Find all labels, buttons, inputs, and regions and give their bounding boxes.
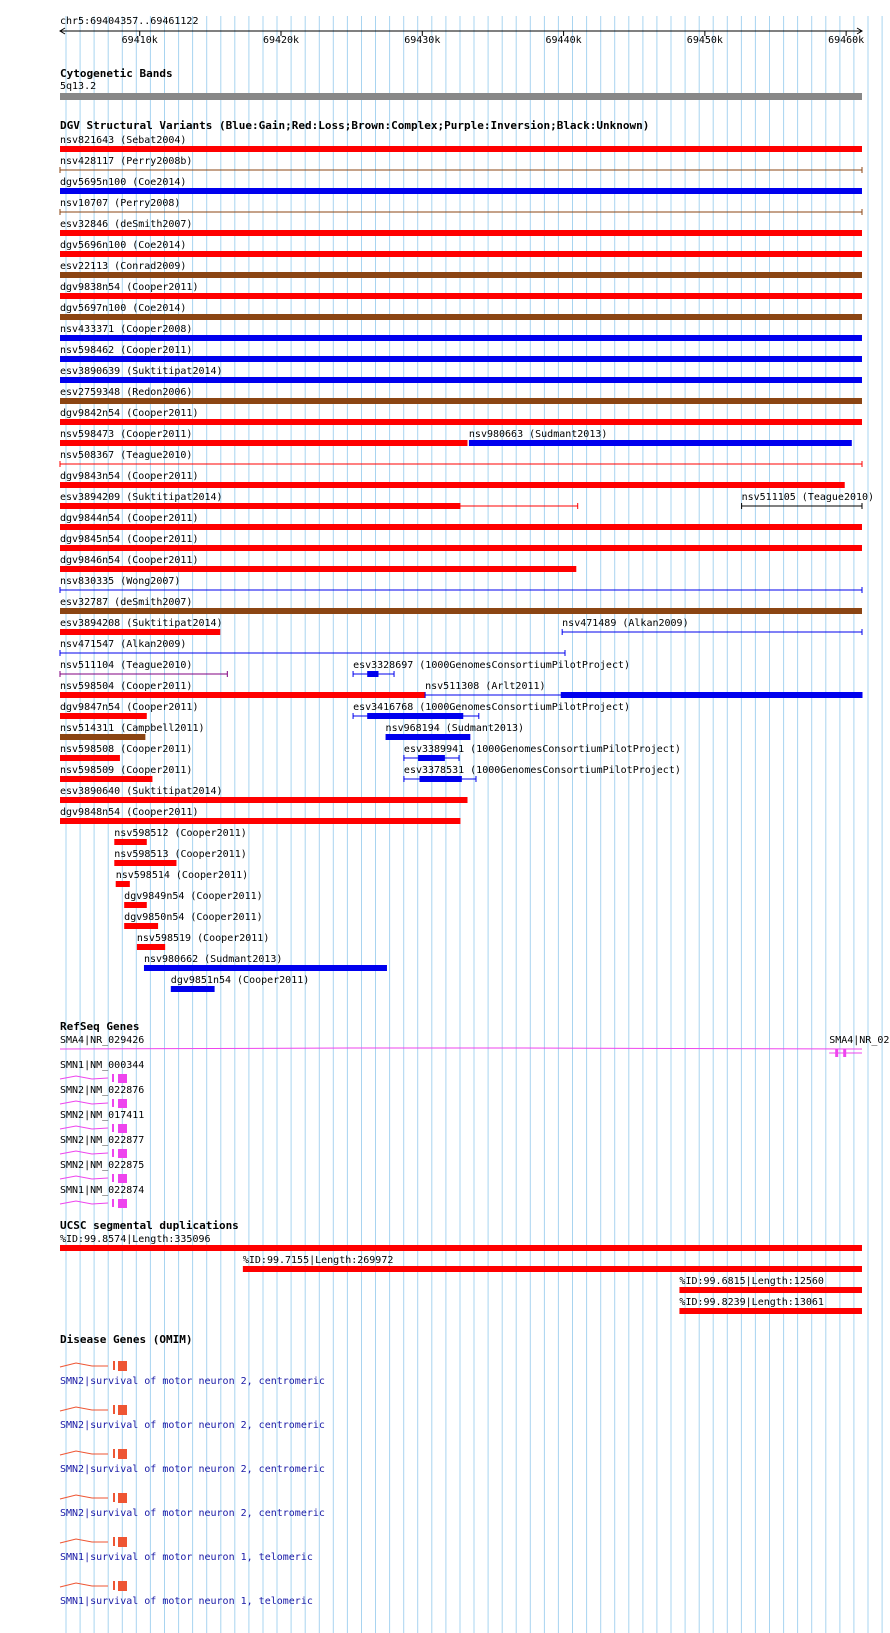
sv-label: nsv508367 (Teague2010) [60, 450, 193, 461]
sv-label: esv3894209 (Suktitipat2014) [60, 492, 223, 503]
sv-feature-block[interactable] [561, 692, 862, 698]
sv-feature-bar[interactable] [60, 272, 862, 278]
sv-label: esv3416768 (1000GenomesConsortiumPilotProject) [353, 702, 631, 713]
sv-feature-bar[interactable] [137, 944, 165, 950]
omim-gene-exon[interactable] [113, 1405, 115, 1414]
sv-label: nsv968194 (Sudmant2013) [385, 723, 525, 734]
omim-gene-intron [60, 1451, 108, 1455]
sv-feature-bar[interactable] [60, 146, 862, 152]
sv-feature-bar[interactable] [60, 545, 862, 551]
omim-gene-exon[interactable] [113, 1537, 115, 1546]
sv-feature-bar[interactable] [60, 377, 862, 383]
track-title-dgv: DGV Structural Variants (Blue:Gain;Red:Loss;Brown:Complex;Purple:Inversion;Black:Unknown) [60, 119, 650, 132]
sv-feature-bar[interactable] [60, 776, 152, 782]
ruler-tick-label: 69420k [262, 35, 300, 46]
sv-feature-bar[interactable] [60, 398, 862, 404]
gene-label: SMA4|NR_029426 [60, 1035, 145, 1046]
sv-label: dgv5695n100 (Coe2014) [60, 177, 187, 188]
sv-label: nsv830335 (Wong2007) [60, 576, 181, 587]
omim-gene-label: SMN2|survival of motor neuron 2, centromeric [60, 1376, 325, 1387]
sv-label: dgv9842n54 (Cooper2011) [60, 408, 199, 419]
omim-gene-intron [60, 1495, 108, 1499]
sv-label: nsv511308 (Arlt2011) [425, 681, 546, 692]
sv-label: dgv5696n100 (Coe2014) [60, 240, 187, 251]
sv-label: nsv598519 (Cooper2011) [136, 933, 270, 944]
sv-label: esv32846 (deSmith2007) [60, 219, 193, 230]
sv-label: dgv5697n100 (Coe2014) [60, 303, 187, 314]
gene-exon[interactable] [118, 1124, 127, 1133]
sv-feature-bar[interactable] [60, 734, 145, 740]
sv-label: nsv10707 (Perry2008) [60, 198, 181, 209]
sv-label: esv2759348 (Redon2006) [60, 387, 193, 398]
sv-label: esv3389941 (1000GenomesConsortiumPilotProject) [403, 744, 681, 755]
sv-label: dgv9850n54 (Cooper2011) [124, 912, 263, 923]
sv-feature-bar[interactable] [124, 923, 158, 929]
sv-feature-bar[interactable] [60, 503, 460, 509]
sv-label: nsv980662 (Sudmant2013) [143, 954, 283, 965]
gene-label: SMA4|NR_02 [829, 1035, 890, 1046]
sv-feature-bar[interactable] [60, 818, 460, 824]
gene-intron-line [60, 1151, 108, 1154]
sv-label: nsv598508 (Cooper2011) [60, 744, 193, 755]
sv-label: dgv9846n54 (Cooper2011) [60, 555, 199, 566]
gene-exon[interactable] [112, 1174, 114, 1182]
sv-label: nsv514311 (Campbell2011) [60, 723, 205, 734]
sv-feature-bar[interactable] [171, 986, 215, 992]
gene-label: SMN1|NM_022874 [60, 1185, 145, 1196]
gene-exon[interactable] [118, 1174, 127, 1183]
sv-feature-bar[interactable] [60, 188, 862, 194]
ruler-tick-label: 69460k [828, 35, 865, 46]
gene-exon[interactable] [835, 1049, 838, 1057]
ruler-tick-label: 69440k [545, 35, 582, 46]
gene-exon[interactable] [843, 1049, 846, 1057]
omim-gene-label: SMN2|survival of motor neuron 2, centromeric [60, 1420, 325, 1431]
gene-exon[interactable] [118, 1149, 127, 1158]
segdup-label: %ID:99.7155|Length:269972 [242, 1255, 394, 1266]
sv-feature-bar[interactable] [60, 482, 845, 488]
sv-label: nsv511104 (Teague2010) [60, 660, 193, 671]
gene-label: SMN2|NM_022876 [60, 1085, 145, 1096]
sv-feature-bar[interactable] [60, 755, 120, 761]
sv-feature-bar[interactable] [60, 692, 425, 698]
sv-feature-block[interactable] [418, 755, 445, 761]
gene-label: SMN1|NM_000344 [60, 1060, 145, 1071]
sv-label: esv32787 (deSmith2007) [60, 597, 193, 608]
sv-feature-bar[interactable] [386, 734, 471, 740]
sv-label: nsv980663 (Sudmant2013) [468, 429, 608, 440]
sv-label: nsv598504 (Cooper2011) [60, 681, 193, 692]
omim-gene-exon[interactable] [118, 1361, 127, 1371]
omim-gene-label: SMN2|survival of motor neuron 2, centromeric [60, 1508, 325, 1519]
sv-label: nsv598514 (Cooper2011) [115, 870, 249, 881]
ruler-tick-label: 69430k [404, 35, 441, 46]
sv-label: nsv821643 (Sebat2004) [60, 135, 187, 146]
track-title-cytoband: Cytogenetic Bands [60, 67, 173, 80]
cytoband-label: 5q13.2 [60, 81, 97, 92]
omim-gene-exon[interactable] [118, 1581, 127, 1591]
sv-feature-bar[interactable] [60, 314, 862, 320]
sv-feature-bar[interactable] [144, 965, 387, 971]
sv-label: nsv598513 (Cooper2011) [114, 849, 247, 860]
omim-gene-intron [60, 1583, 108, 1587]
omim-gene-exon[interactable] [118, 1537, 127, 1547]
gene-exon[interactable] [112, 1199, 114, 1207]
gene-exon[interactable] [112, 1099, 114, 1107]
segdup-bar[interactable] [243, 1266, 862, 1272]
sv-feature-bar[interactable] [116, 881, 130, 887]
omim-gene-intron [60, 1407, 108, 1411]
sv-label: nsv598462 (Cooper2011) [60, 345, 193, 356]
sv-label: esv3890640 (Suktitipat2014) [60, 786, 223, 797]
sv-feature-bar[interactable] [469, 440, 852, 446]
sv-label: dgv9851n54 (Cooper2011) [170, 975, 310, 986]
ruler-tick-label: 69410k [121, 35, 158, 46]
sv-label: nsv598473 (Cooper2011) [60, 429, 193, 440]
sv-label: esv3378531 (1000GenomesConsortiumPilotProject) [403, 765, 681, 776]
sv-feature-bar[interactable] [60, 524, 862, 530]
sv-feature-block[interactable] [367, 671, 378, 677]
gene-label: SMN2|NM_022875 [60, 1160, 145, 1171]
sv-feature-bar[interactable] [60, 335, 862, 341]
sv-label: dgv9847n54 (Cooper2011) [60, 702, 199, 713]
sv-feature-bar[interactable] [60, 440, 468, 446]
sv-label: nsv471547 (Alkan2009) [60, 639, 187, 650]
gene-intron-line[interactable] [60, 1048, 862, 1049]
omim-gene-label: SMN2|survival of motor neuron 2, centromeric [60, 1464, 325, 1475]
gene-exon[interactable] [112, 1124, 114, 1132]
omim-gene-label: SMN1|survival of motor neuron 1, telomeric [60, 1552, 313, 1563]
sv-label: dgv9838n54 (Cooper2011) [60, 282, 199, 293]
sv-label: dgv9845n54 (Cooper2011) [60, 534, 199, 545]
gene-intron-line [60, 1201, 108, 1204]
sv-label: dgv9849n54 (Cooper2011) [124, 891, 263, 902]
gene-exon[interactable] [112, 1149, 114, 1157]
gene-intron-line [60, 1101, 108, 1104]
omim-gene-exon[interactable] [113, 1493, 115, 1502]
sv-label: dgv9848n54 (Cooper2011) [60, 807, 199, 818]
sv-feature-bar[interactable] [60, 713, 147, 719]
ruler-tick-label: 69450k [686, 35, 723, 46]
omim-gene-exon[interactable] [118, 1405, 127, 1415]
track-title-refseq: RefSeq Genes [60, 1020, 140, 1033]
gene-intron-line [60, 1176, 108, 1179]
omim-gene-exon[interactable] [113, 1361, 115, 1370]
omim-gene-exon[interactable] [113, 1449, 115, 1458]
segdup-bar[interactable] [679, 1308, 862, 1314]
omim-gene-exon[interactable] [118, 1449, 127, 1459]
locus-label: chr5:69404357..69461122 [60, 16, 199, 27]
omim-gene-label: SMN1|survival of motor neuron 1, telomeric [60, 1596, 313, 1607]
segdup-bar[interactable] [60, 1245, 862, 1251]
track-title-segdup: UCSC segmental duplications [60, 1219, 239, 1232]
gene-intron-line [60, 1076, 108, 1079]
sv-label: dgv9844n54 (Cooper2011) [60, 513, 199, 524]
segdup-label: %ID:99.8239|Length:13061 [679, 1297, 824, 1308]
gene-exon[interactable] [118, 1074, 127, 1083]
sv-label: nsv433371 (Cooper2008) [60, 324, 193, 335]
sv-feature-bar[interactable] [114, 839, 146, 845]
sv-feature-bar[interactable] [114, 860, 176, 866]
sv-label: esv22113 (Conrad2009) [60, 261, 187, 272]
segdup-bar[interactable] [679, 1287, 862, 1293]
gene-exon[interactable] [118, 1099, 127, 1108]
gene-exon[interactable] [112, 1074, 114, 1082]
segdup-label: %ID:99.6815|Length:12560 [679, 1276, 824, 1287]
sv-feature-bar[interactable] [60, 419, 862, 425]
sv-label: dgv9843n54 (Cooper2011) [60, 471, 199, 482]
sv-feature-bar[interactable] [60, 230, 862, 236]
sv-label: esv3328697 (1000GenomesConsortiumPilotProject) [353, 660, 631, 671]
cytoband-bar[interactable] [60, 93, 862, 100]
sv-label: esv3890639 (Suktitipat2014) [60, 366, 223, 377]
sv-feature-bar[interactable] [60, 293, 862, 299]
sv-feature-bar[interactable] [60, 608, 862, 614]
omim-gene-exon[interactable] [113, 1581, 115, 1590]
omim-gene-exon[interactable] [118, 1493, 127, 1503]
omim-gene-intron [60, 1539, 108, 1543]
sv-label: nsv511105 (Teague2010) [741, 492, 875, 503]
sv-feature-bar[interactable] [124, 902, 147, 908]
track-title-omim: Disease Genes (OMIM) [60, 1333, 193, 1346]
gene-label: SMN2|NM_022877 [60, 1135, 145, 1146]
sv-feature-bar[interactable] [60, 356, 862, 362]
sv-feature-bar[interactable] [60, 797, 468, 803]
sv-label: nsv471489 (Alkan2009) [562, 618, 689, 629]
sv-label: nsv598512 (Cooper2011) [114, 828, 247, 839]
gene-label: SMN2|NM_017411 [60, 1110, 145, 1121]
gene-exon[interactable] [118, 1199, 127, 1208]
omim-gene-intron [60, 1363, 108, 1367]
segdup-label: %ID:99.8574|Length:335096 [60, 1234, 211, 1245]
sv-feature-bar[interactable] [60, 566, 576, 572]
sv-feature-block[interactable] [367, 713, 463, 719]
sv-feature-block[interactable] [419, 776, 461, 782]
sv-label: esv3894208 (Suktitipat2014) [60, 618, 223, 629]
sv-label: nsv428117 (Perry2008b) [60, 156, 193, 167]
gene-intron-line [60, 1126, 108, 1129]
sv-label: nsv598509 (Cooper2011) [60, 765, 193, 776]
sv-feature-bar[interactable] [60, 629, 220, 635]
sv-feature-bar[interactable] [60, 251, 862, 257]
